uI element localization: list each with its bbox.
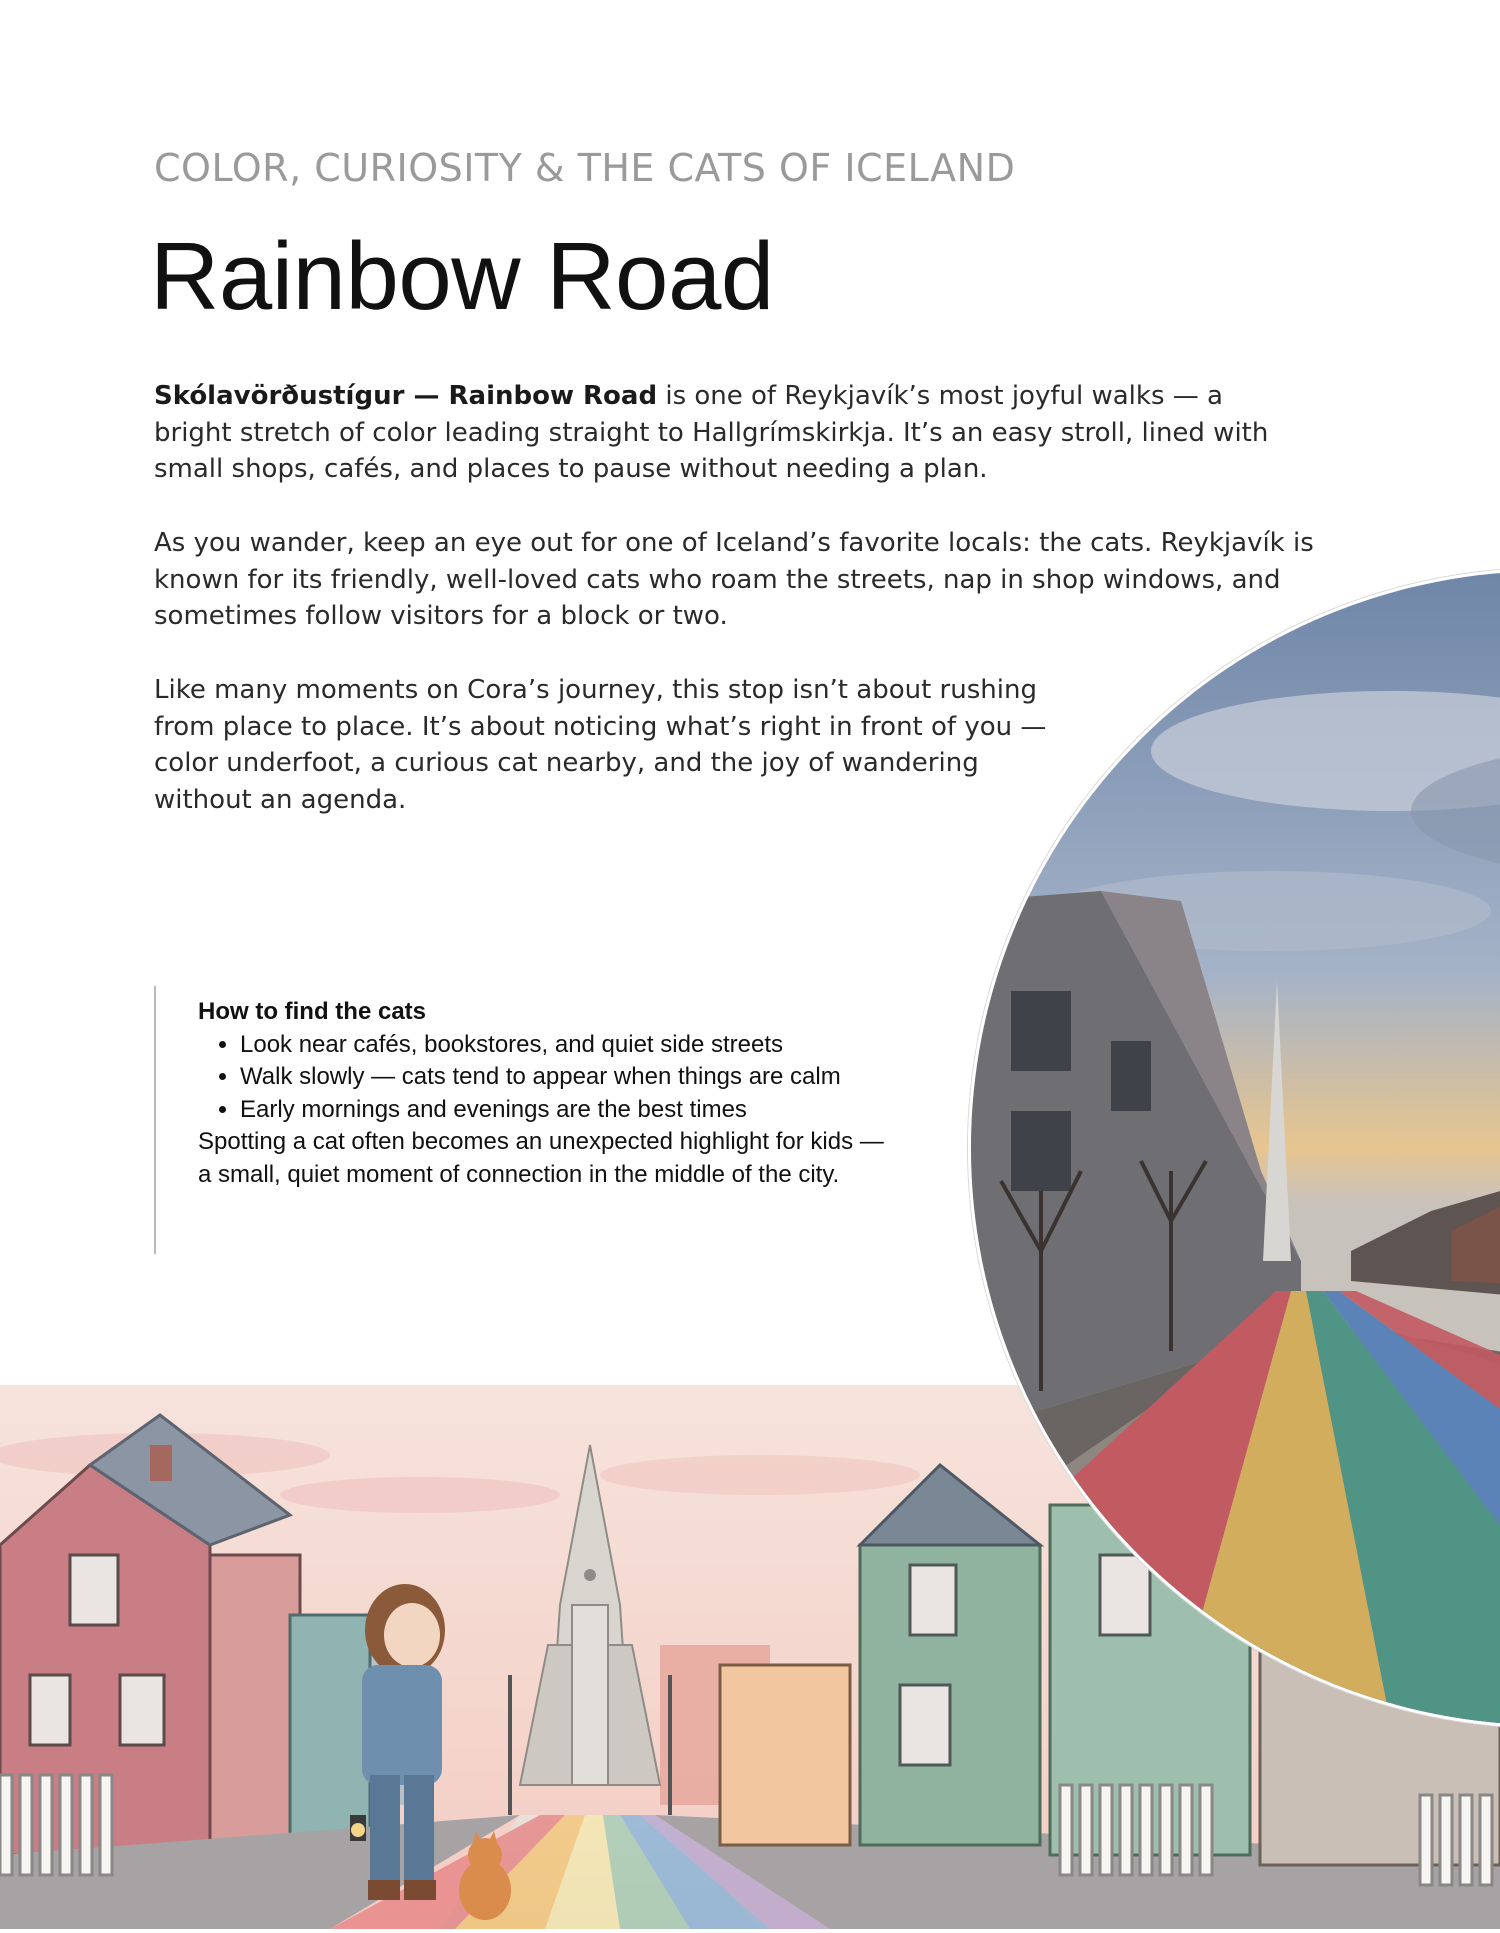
list-item: • Walk slowly — cats tend to appear when things are calm: [240, 1061, 894, 1094]
callout-text: Spotting a cat often becomes an unexpected highlight for kids — a small, quiet moment of connection in the middle of the city.: [198, 1128, 884, 1188]
cat-tips-callout: [154, 986, 894, 1254]
list-item: • Early mornings and evenings are the best times: [240, 1094, 894, 1127]
cat-tips-list: [198, 1029, 894, 1127]
page-title: Rainbow Road: [150, 223, 774, 330]
intro-paragraph-text: is one of Reykjavík’s most joyful walks — a bright stretch of color leading straight to Hallgrímskirkja. It’s an easy stroll, lined with small shops, cafés, and places to pause without needing a plan.: [154, 381, 1269, 484]
callout-title: How to find the cats: [198, 998, 426, 1025]
section-kicker: COLOR, CURIOSITY & THE CATS OF ICELAND: [154, 146, 1016, 190]
journey-paragraph: Like many moments on Cora’s journey, this stop isn’t about rushing from place to place. It’s about noticing what’s right in front of you — color underfoot, a curious cat nearby, and the joy of wandering without an agenda.: [154, 675, 1047, 815]
intro-paragraph: [154, 378, 1304, 488]
street-name: Skólavörðustígur — Rainbow Road: [154, 381, 658, 411]
list-item: • Look near cafés, bookstores, and quiet side streets: [240, 1029, 894, 1062]
cats-paragraph: As you wander, keep an eye out for one of Iceland’s favorite locals: the cats. Reykjavík is known for its friendly, well-loved cats who roam the streets, nap in shop windows, and sometimes follow visitors for a block or two.: [154, 528, 1314, 631]
